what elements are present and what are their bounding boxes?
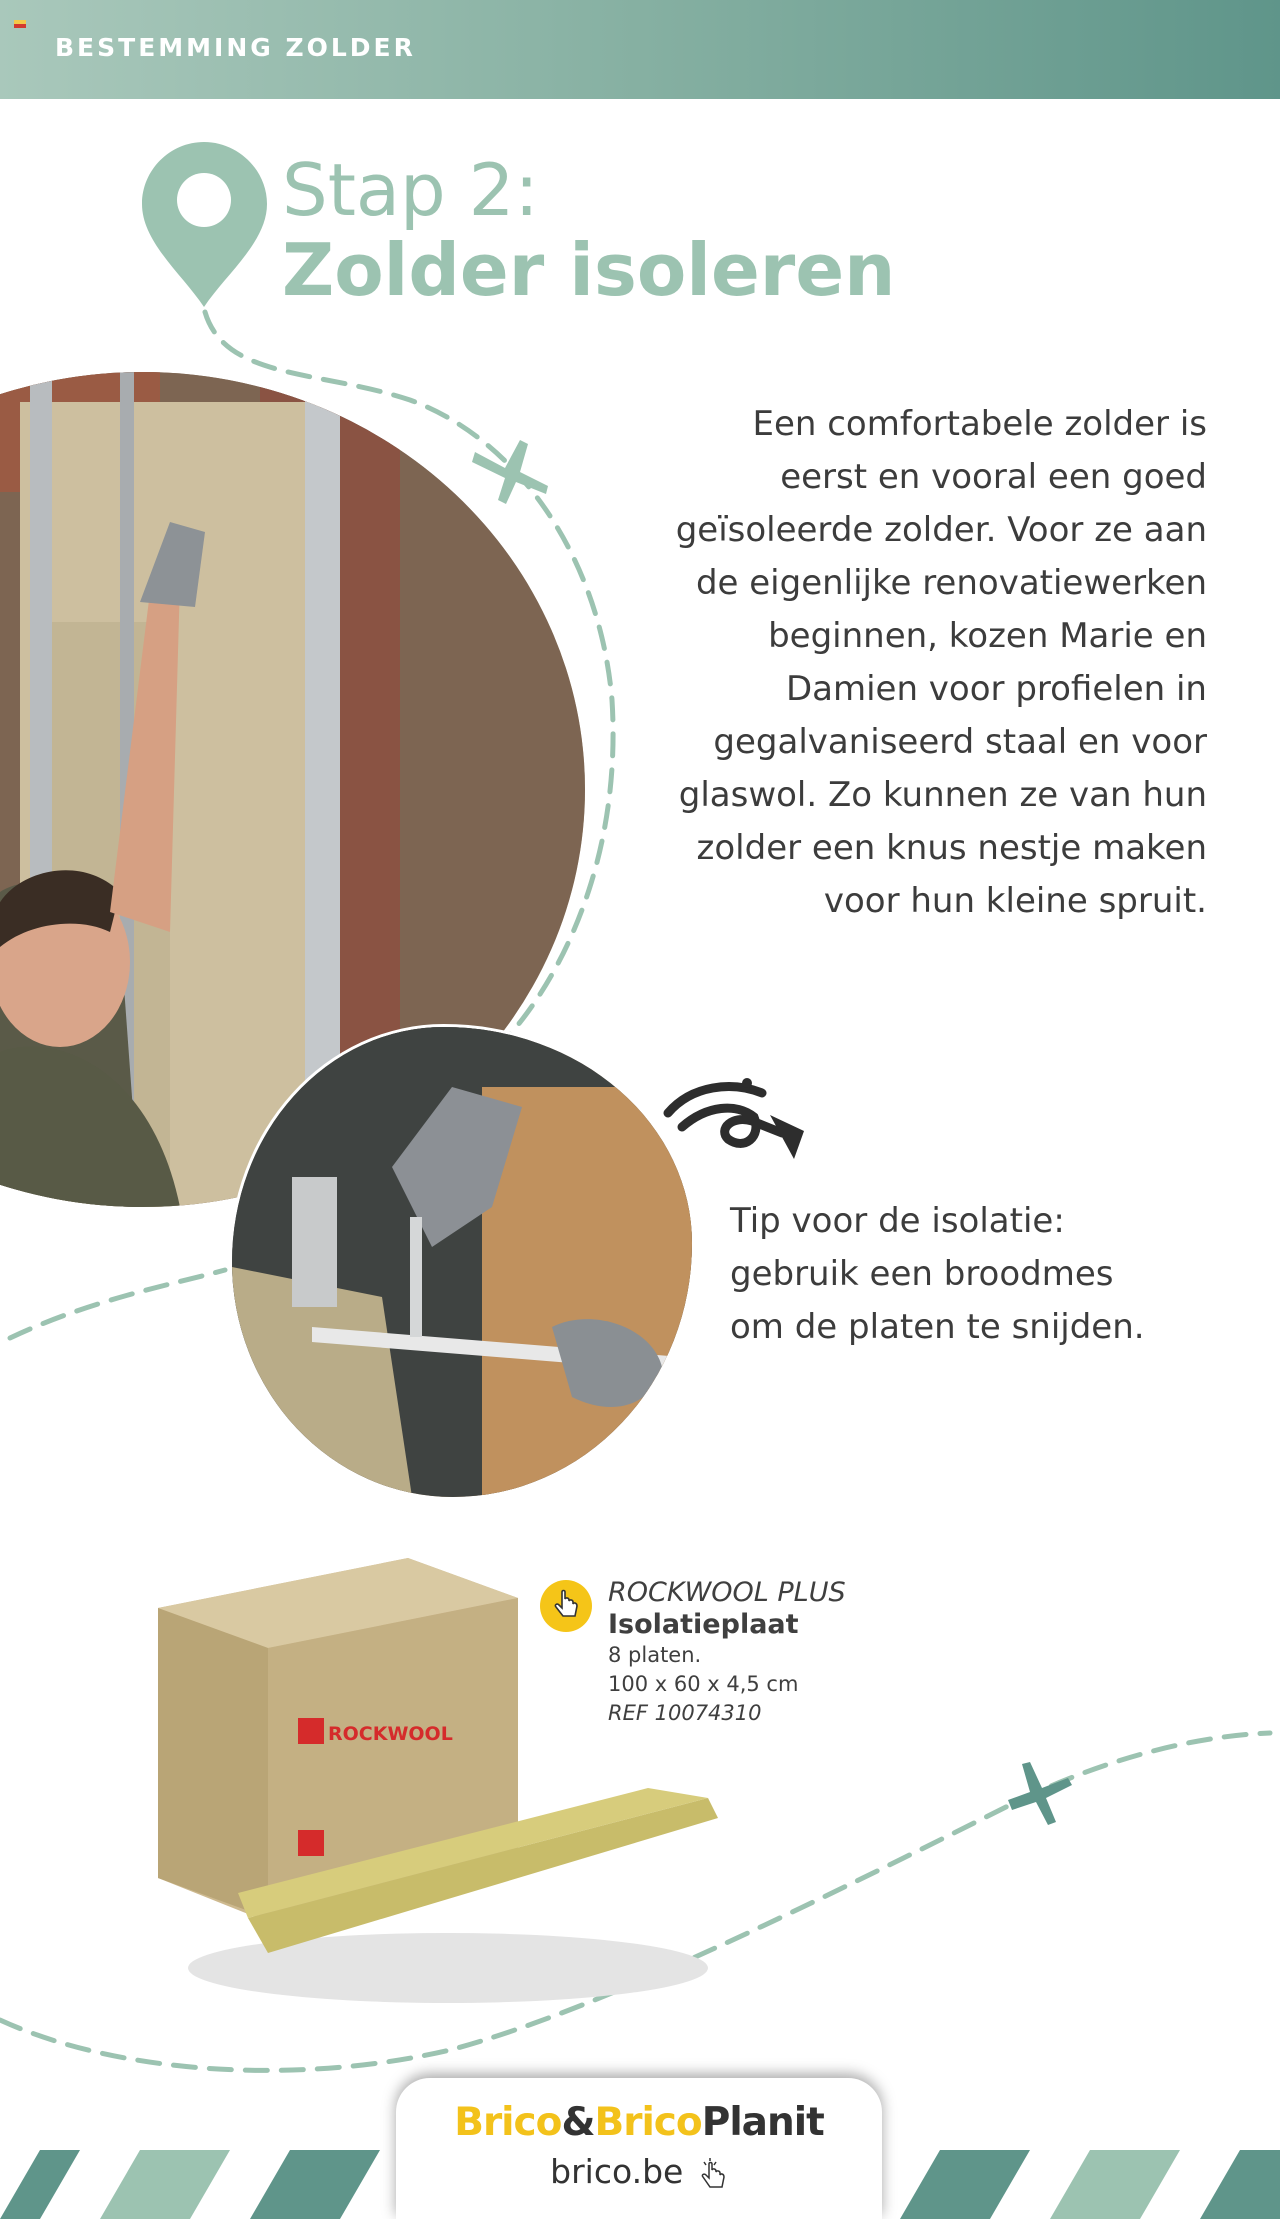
product-brand: ROCKWOOL PLUS	[608, 1577, 846, 1608]
body-line: geïsoleerde zolder. Voor ze aan	[675, 510, 1207, 550]
plane-icon-top	[472, 440, 548, 504]
body-line: zolder een knus nestje maken	[696, 828, 1207, 868]
tip-line: gebruik een broodmes	[730, 1254, 1114, 1294]
body-line: Damien voor profielen in	[785, 669, 1207, 709]
logo-part-1: Brico	[454, 2100, 562, 2145]
brand-logo	[396, 2100, 882, 2145]
hand-pointer-icon	[548, 1588, 584, 1624]
website-url[interactable]: brico.be	[550, 2152, 684, 2191]
body-line: voor hun kleine spruit.	[823, 881, 1207, 921]
logo-part-3: Planit	[701, 2100, 824, 2145]
title-line-1: Stap 2:	[282, 148, 539, 232]
plane-icon-bottom	[1008, 1762, 1072, 1825]
title-line-2: Zolder isoleren	[282, 228, 896, 312]
website-link[interactable]	[396, 2152, 882, 2191]
brand-logo-box[interactable]	[396, 2078, 882, 2219]
product-name: Isolatieplaat	[608, 1609, 799, 1640]
logo-part-2: Brico	[594, 2100, 702, 2145]
product-quantity: 8 platen.	[608, 1643, 702, 1667]
click-hand-badge[interactable]	[540, 1580, 592, 1632]
product-info	[608, 1577, 846, 1728]
tip-text	[730, 1195, 1250, 1354]
header-bar	[0, 0, 1280, 99]
page-title	[282, 150, 895, 310]
location-pin-icon	[142, 142, 267, 307]
flag-icon	[14, 20, 26, 28]
hand-pointer-icon	[698, 2158, 728, 2190]
body-line: Een comfortabele zolder is	[752, 404, 1207, 444]
body-line: beginnen, kozen Marie en	[768, 616, 1207, 656]
body-line: de eigenlijke renovatiewerken	[695, 563, 1207, 603]
body-line: glaswol. Zo kunnen ze van hun	[678, 775, 1207, 815]
section-label: BESTEMMING ZOLDER	[55, 33, 416, 62]
body-paragraph	[600, 398, 1207, 928]
cutting-photo-small	[232, 1027, 692, 1497]
logo-ampersand: &	[561, 2100, 595, 2145]
package-brand-label: ROCKWOOL	[328, 1723, 453, 1745]
tip-line: Tip voor de isolatie:	[730, 1201, 1065, 1241]
swirl-arrow-icon	[662, 1075, 812, 1163]
body-line: gegalvaniseerd staal en voor	[713, 722, 1207, 762]
photo-illustration	[232, 1027, 692, 1497]
body-line: eerst en vooral een goed	[780, 457, 1207, 497]
tip-line: om de platen te snijden.	[730, 1307, 1145, 1347]
product-ref: REF 10074310	[608, 1701, 762, 1725]
product-dimensions: 100 x 60 x 4,5 cm	[608, 1672, 799, 1696]
